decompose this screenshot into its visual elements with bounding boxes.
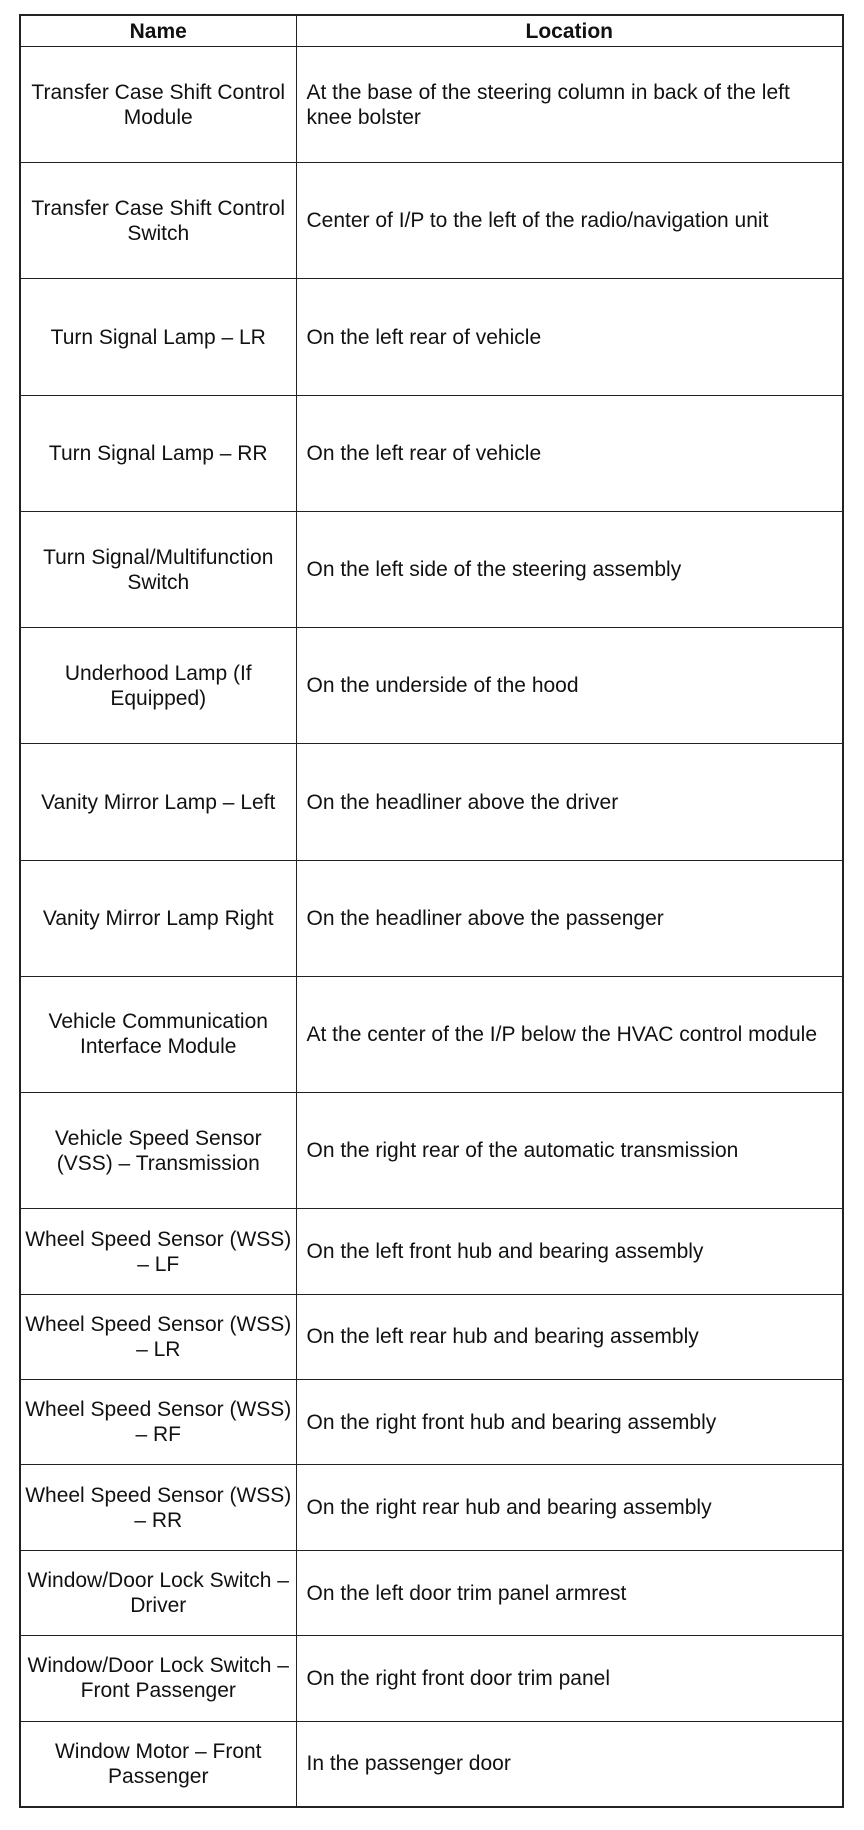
table-row [20,1550,843,1635]
component-name-cell: Vehicle Communication Interface Module [20,976,296,1092]
name-column-header: Name [20,15,296,47]
table-body [20,47,843,1808]
component-name-cell: Wheel Speed Sensor (WSS) – RR [20,1465,296,1550]
table-row [20,163,843,279]
table-row [20,395,843,511]
component-location-cell: On the right front hub and bearing assembly [296,1380,843,1465]
component-name-cell: Wheel Speed Sensor (WSS) – LR [20,1294,296,1379]
component-location-cell: On the left front hub and bearing assembly [296,1209,843,1294]
component-name-cell: Turn Signal Lamp – LR [20,279,296,395]
component-name-cell: Vanity Mirror Lamp Right [20,860,296,976]
table-row [20,511,843,627]
table-row [20,279,843,395]
component-name-cell: Transfer Case Shift Control Switch [20,163,296,279]
table-row [20,744,843,860]
component-name-cell: Wheel Speed Sensor (WSS) – LF [20,1209,296,1294]
table-row [20,1465,843,1550]
component-location-cell: On the left rear of vehicle [296,395,843,511]
table-row [20,1380,843,1465]
component-location-cell: On the left rear hub and bearing assembly [296,1294,843,1379]
table-header [20,15,843,47]
component-location-cell: On the left door trim panel armrest [296,1550,843,1635]
component-location-cell: On the left rear of vehicle [296,279,843,395]
component-location-cell: On the right rear hub and bearing assembly [296,1465,843,1550]
component-name-cell: Turn Signal Lamp – RR [20,395,296,511]
component-location-cell: On the headliner above the driver [296,744,843,860]
component-location-cell: At the center of the I/P below the HVAC control module [296,976,843,1092]
table-row [20,1721,843,1807]
component-name-cell: Turn Signal/Multifunction Switch [20,511,296,627]
component-name-cell: Vehicle Speed Sensor (VSS) – Transmission [20,1093,296,1209]
component-name-cell: Transfer Case Shift Control Module [20,47,296,163]
component-name-cell: Wheel Speed Sensor (WSS) – RF [20,1380,296,1465]
component-location-table [19,14,844,1808]
table-row [20,1093,843,1209]
component-location-cell: On the right front door trim panel [296,1636,843,1721]
component-name-cell: Window/Door Lock Switch – Driver [20,1550,296,1635]
component-location-cell: Center of I/P to the left of the radio/navigation unit [296,163,843,279]
table-row [20,1636,843,1721]
component-name-cell: Window Motor – Front Passenger [20,1721,296,1807]
component-name-cell: Vanity Mirror Lamp – Left [20,744,296,860]
table-row [20,628,843,744]
component-name-cell: Window/Door Lock Switch – Front Passenger [20,1636,296,1721]
table-row [20,47,843,163]
component-location-cell: In the passenger door [296,1721,843,1807]
table-row [20,860,843,976]
table-row [20,976,843,1092]
component-location-cell: On the left side of the steering assembly [296,511,843,627]
component-name-cell: Underhood Lamp (If Equipped) [20,628,296,744]
component-location-cell: On the headliner above the passenger [296,860,843,976]
table-row [20,1294,843,1379]
header-row [20,15,843,47]
table-row [20,1209,843,1294]
component-location-cell: On the right rear of the automatic transmission [296,1093,843,1209]
component-location-cell: At the base of the steering column in back of the left knee bolster [296,47,843,163]
component-location-cell: On the underside of the hood [296,628,843,744]
location-column-header: Location [296,15,843,47]
